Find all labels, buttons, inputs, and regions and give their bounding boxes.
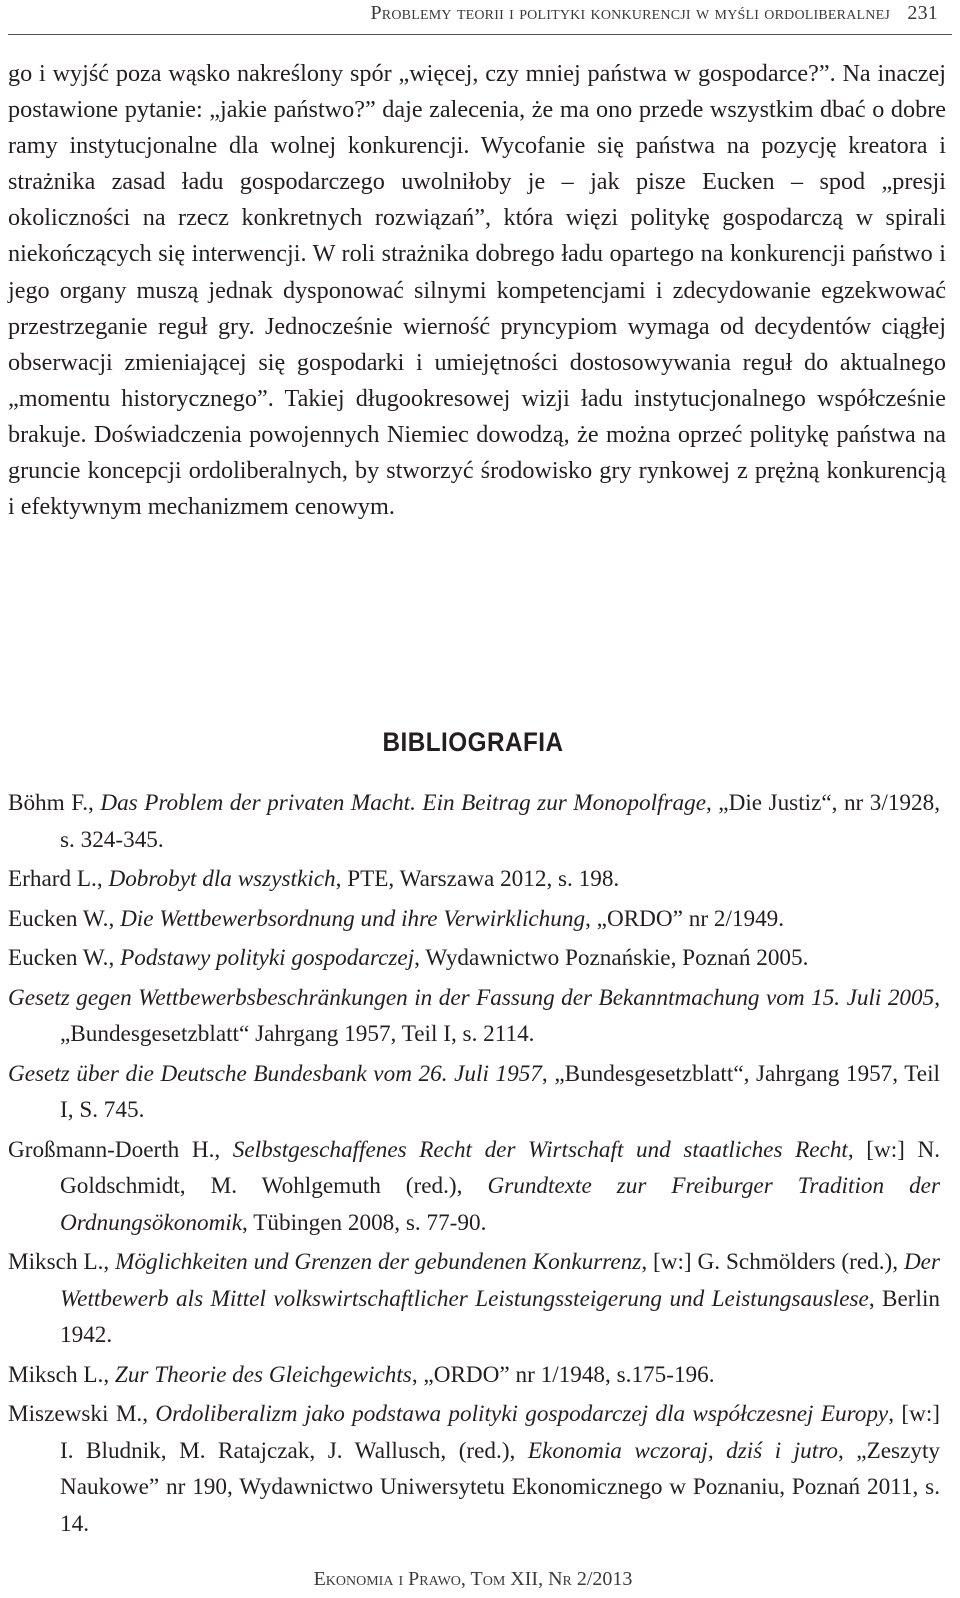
bibliography-title: Podstawy polityki gospodarczej [120, 945, 415, 971]
running-head-title: Problemy teorii i polityki konkurencji w myśli ordoliberalnej [370, 2, 890, 24]
running-head [8, 2, 952, 35]
bibliography-heading: BIBLIOGRAFIA [382, 727, 564, 757]
bibliography-text: Miszewski M., [8, 1401, 156, 1427]
bibliography-title: Dobrobyt dla wszystkich [108, 866, 336, 892]
bibliography-entry [8, 1357, 940, 1394]
bibliography-text: , „Bundesgesetzblatt“ Jahrgang 1957, Teil I, s. 2114. [60, 984, 940, 1047]
page-number: 231 [907, 2, 938, 24]
bibliography-entry [8, 861, 940, 898]
bibliography-title: Ekonomia wczoraj, dziś i jutro [527, 1437, 838, 1464]
bibliography-text: Böhm F., [8, 790, 101, 816]
bibliography-title: Das Problem der privaten Macht. Ein Beitrag zur Monopolfrage [100, 790, 706, 816]
bibliography-text: , „Bundesgesetzblatt“, Jahrgang 1957, Teil I, S. 745. [60, 1060, 940, 1123]
bibliography-text: Eucken W., [8, 905, 121, 932]
bibliography-text: , „Die Justiz“, nr 3/1928, s. 324-345. [60, 790, 940, 853]
bibliography-entry [8, 785, 940, 858]
bibliography-entry [8, 1244, 940, 1354]
bibliography-text: , Berlin 1942. [60, 1285, 940, 1348]
bibliography-text: , Wydawnictwo Poznańskie, Poznań 2005. [414, 945, 809, 971]
bibliography-entry [8, 1056, 940, 1129]
bibliography-text: Miksch L., [8, 1249, 116, 1275]
bibliography-title: Gesetz gegen Wettbewerbsbeschränkungen in der Fassung der Bekanntmachung vom 15. Juli 2005 [8, 984, 935, 1011]
bibliography-title: Selbstgeschaffenes Recht der Wirtschaft und staatliches Recht [232, 1136, 848, 1163]
page-footer: Ekonomia i Prawo, Tom XII, Nr 2/2013 [313, 1568, 633, 1590]
bibliography-title: Ordoliberalizm jako podstawa polityki gospodarczej dla współczesnej Europy [155, 1401, 889, 1427]
bibliography-entry [8, 980, 940, 1053]
bibliography-text: Miksch L., [8, 1361, 115, 1388]
bibliography-title: Zur Theorie des Gleichgewichts [114, 1361, 412, 1388]
bibliography-text: , „ORDO” nr 2/1949. [585, 905, 785, 932]
bibliography-title: Der Wettbewerb als Mittel volkswirtschaftlicher Leistungssteigerung und Leistungsauslese [60, 1249, 940, 1312]
bibliography-text: , [w:] I. Bludnik, M. Ratajczak, J. Wallusch, (red.), [60, 1401, 941, 1464]
bibliography-text: , [w:] G. Schmölders (red.), [641, 1249, 904, 1275]
bibliography-title: Die Wettbewerbsordnung und ihre Verwirklichung [120, 905, 586, 932]
bibliography-text: , PTE, Warszawa 2012, s. 198. [335, 866, 620, 892]
body-paragraph: go i wyjść poza wąsko nakreślony spór „więcej, czy mniej państwa w gospodarce?”. Na inaczej postawione pytanie: „jakie państwo?” daje zalecenia, że ma ono przede wszystkim dbać o dobre ramy instytucjonalne dla wolnej konkurencji. Wycofanie się państwa na pozycję kreatora i strażnika zasad ładu gospodarczego uwolniłoby je – jak pisze Eucken – spod „presji okoliczności na rzecz konkretnych rozwiązań”, która więzi politykę gospodarczą w spirali niekończących się interwencji. W roli strażnika dobrego ładu opartego na konkurencji państwo i jego organy muszą jednak dysponować silnymi kompetencjami i zdecydowanie egzekwować przestrzeganie reguł gry. Jednocześnie wierność pryncypiom wymaga od decydentów ciągłej obserwacji zmieniającej się gospodarki i umiejętności dostosowywania reguł do aktualnego „momentu historycznego”. Takiej długookresowej wizji ładu instytucjonalnego współcześnie brakuje. Doświadczenia powojennych Niemiec dowodzą, że można oprzeć politykę państwa na gruncie koncepcji ordoliberalnych, by stworzyć środowisko gry rynkowej z prężną konkurencją i efektywnym mechanizmem cenowym. [8, 60, 946, 521]
bibliography-text: , „Zeszyty Naukowe” nr 190, Wydawnictwo Uniwersytetu Ekonomicznego w Poznaniu, Poznań 2011, s. 14. [60, 1437, 940, 1537]
bibliography-text: , „ORDO” nr 1/1948, s.175-196. [411, 1361, 715, 1388]
bibliography-entry [8, 1396, 940, 1542]
bibliography-title: Möglichkeiten und Grenzen der gebundenen Konkurrenz [115, 1249, 642, 1275]
bibliography-list [8, 785, 940, 1545]
bibliography-title: Grundtexte zur Freiburger Tradition der Ordnungsökonomik [60, 1173, 940, 1236]
bibliography-title: Gesetz über die Deutsche Bundesbank vom 26. Juli 1957 [8, 1060, 542, 1087]
bibliography-entry [8, 1132, 940, 1242]
bibliography-text: , [w:] N. Goldschmidt, M. Wohlgemuth (red.), [60, 1136, 940, 1199]
bibliography-text: Eucken W., [8, 945, 121, 971]
bibliography-entry [8, 940, 940, 977]
bibliography-text: Großmann-Doerth H., [8, 1136, 233, 1163]
bibliography-text: , Tübingen 2008, s. 77-90. [242, 1209, 487, 1236]
bibliography-entry [8, 901, 940, 938]
bibliography-text: Erhard L., [8, 866, 109, 892]
